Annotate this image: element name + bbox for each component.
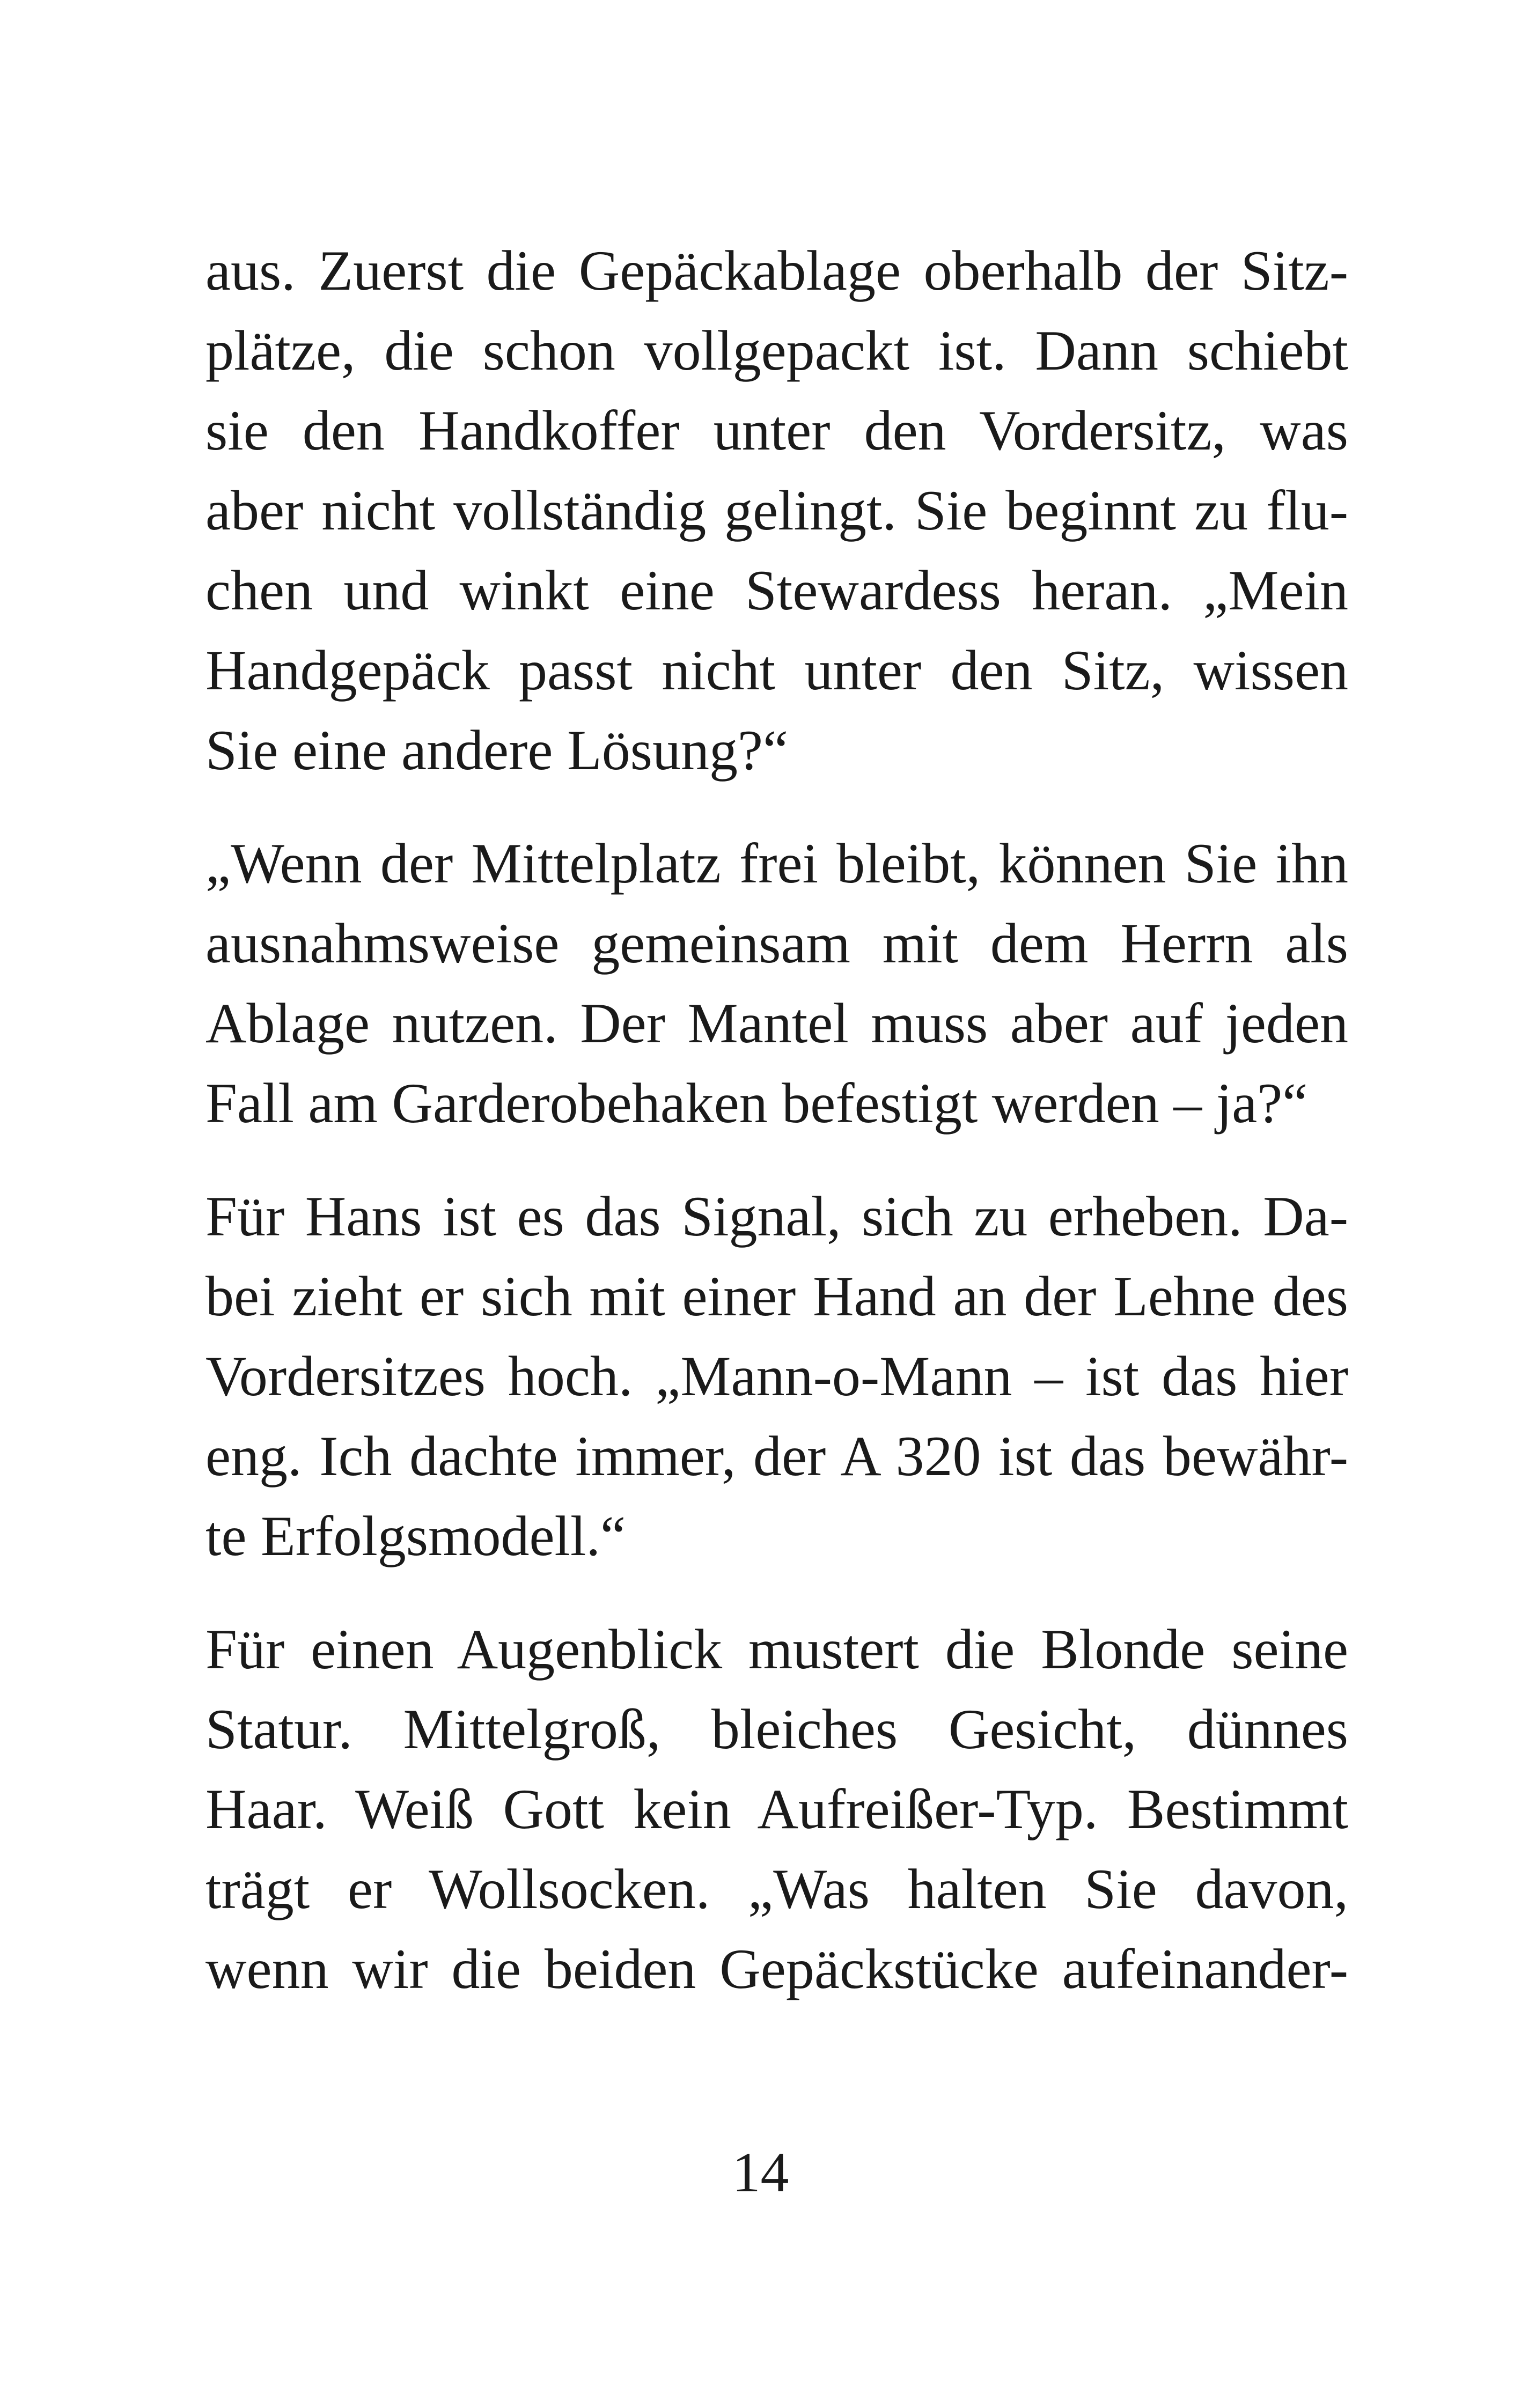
paragraph-3 [205,1176,1348,1576]
paragraph-2 [205,823,1348,1143]
text-line: sie den Handkoffer unter den Vordersitz, was [205,399,1348,462]
text-line: ausnahmsweise gemeinsam mit dem Herrn als [205,912,1348,975]
body-text [205,231,1348,2009]
text-line: aber nicht vollständig gelingt. Sie beginnt zu flu- [205,479,1348,542]
text-line: Statur. Mittelgroß, bleiches Gesicht, dünnes [205,1698,1348,1761]
text-line: Für einen Augenblick mustert die Blonde seine [205,1618,1348,1681]
text-line: eng. Ich dachte immer, der A 320 ist das bewähr- [205,1425,1348,1487]
paragraph-4 [205,1609,1348,2009]
text-line: chen und winkt eine Stewardess heran. „Mein [205,559,1348,622]
text-line: Vordersitzes hoch. „Mann-o-Mann – ist das hier [205,1345,1348,1408]
text-line: Ablage nutzen. Der Mantel muss aber auf jeden [205,992,1348,1055]
text-line: aus. Zuerst die Gepäckablage oberhalb der Sitz- [205,239,1348,302]
text-line: Fall am Garderobehaken befestigt werden – ja?“ [205,1072,1308,1135]
text-line: Haar. Weiß Gott kein Aufreißer-Typ. Bestimmt [205,1778,1348,1840]
text-line: te Erfolgsmodell.“ [205,1505,626,1567]
text-line: Handgepäck passt nicht unter den Sitz, wissen [205,639,1348,702]
text-line: „Wenn der Mittelplatz frei bleibt, können Sie ihn [205,832,1348,895]
text-line: Für Hans ist es das Signal, sich zu erheben. Da- [205,1185,1348,1248]
text-line: plätze, die schon vollgepackt ist. Dann schiebt [205,319,1348,382]
page-number: 14 [732,2141,789,2204]
paragraph-1 [205,231,1348,790]
text-line: trägt er Wollsocken. „Was halten Sie davon, [205,1858,1348,1920]
text-line: wenn wir die beiden Gepäckstücke aufeinander- [205,1938,1348,2000]
text-line: bei zieht er sich mit einer Hand an der Lehne des [205,1265,1348,1328]
text-line: Sie eine andere Lösung?“ [205,719,789,782]
